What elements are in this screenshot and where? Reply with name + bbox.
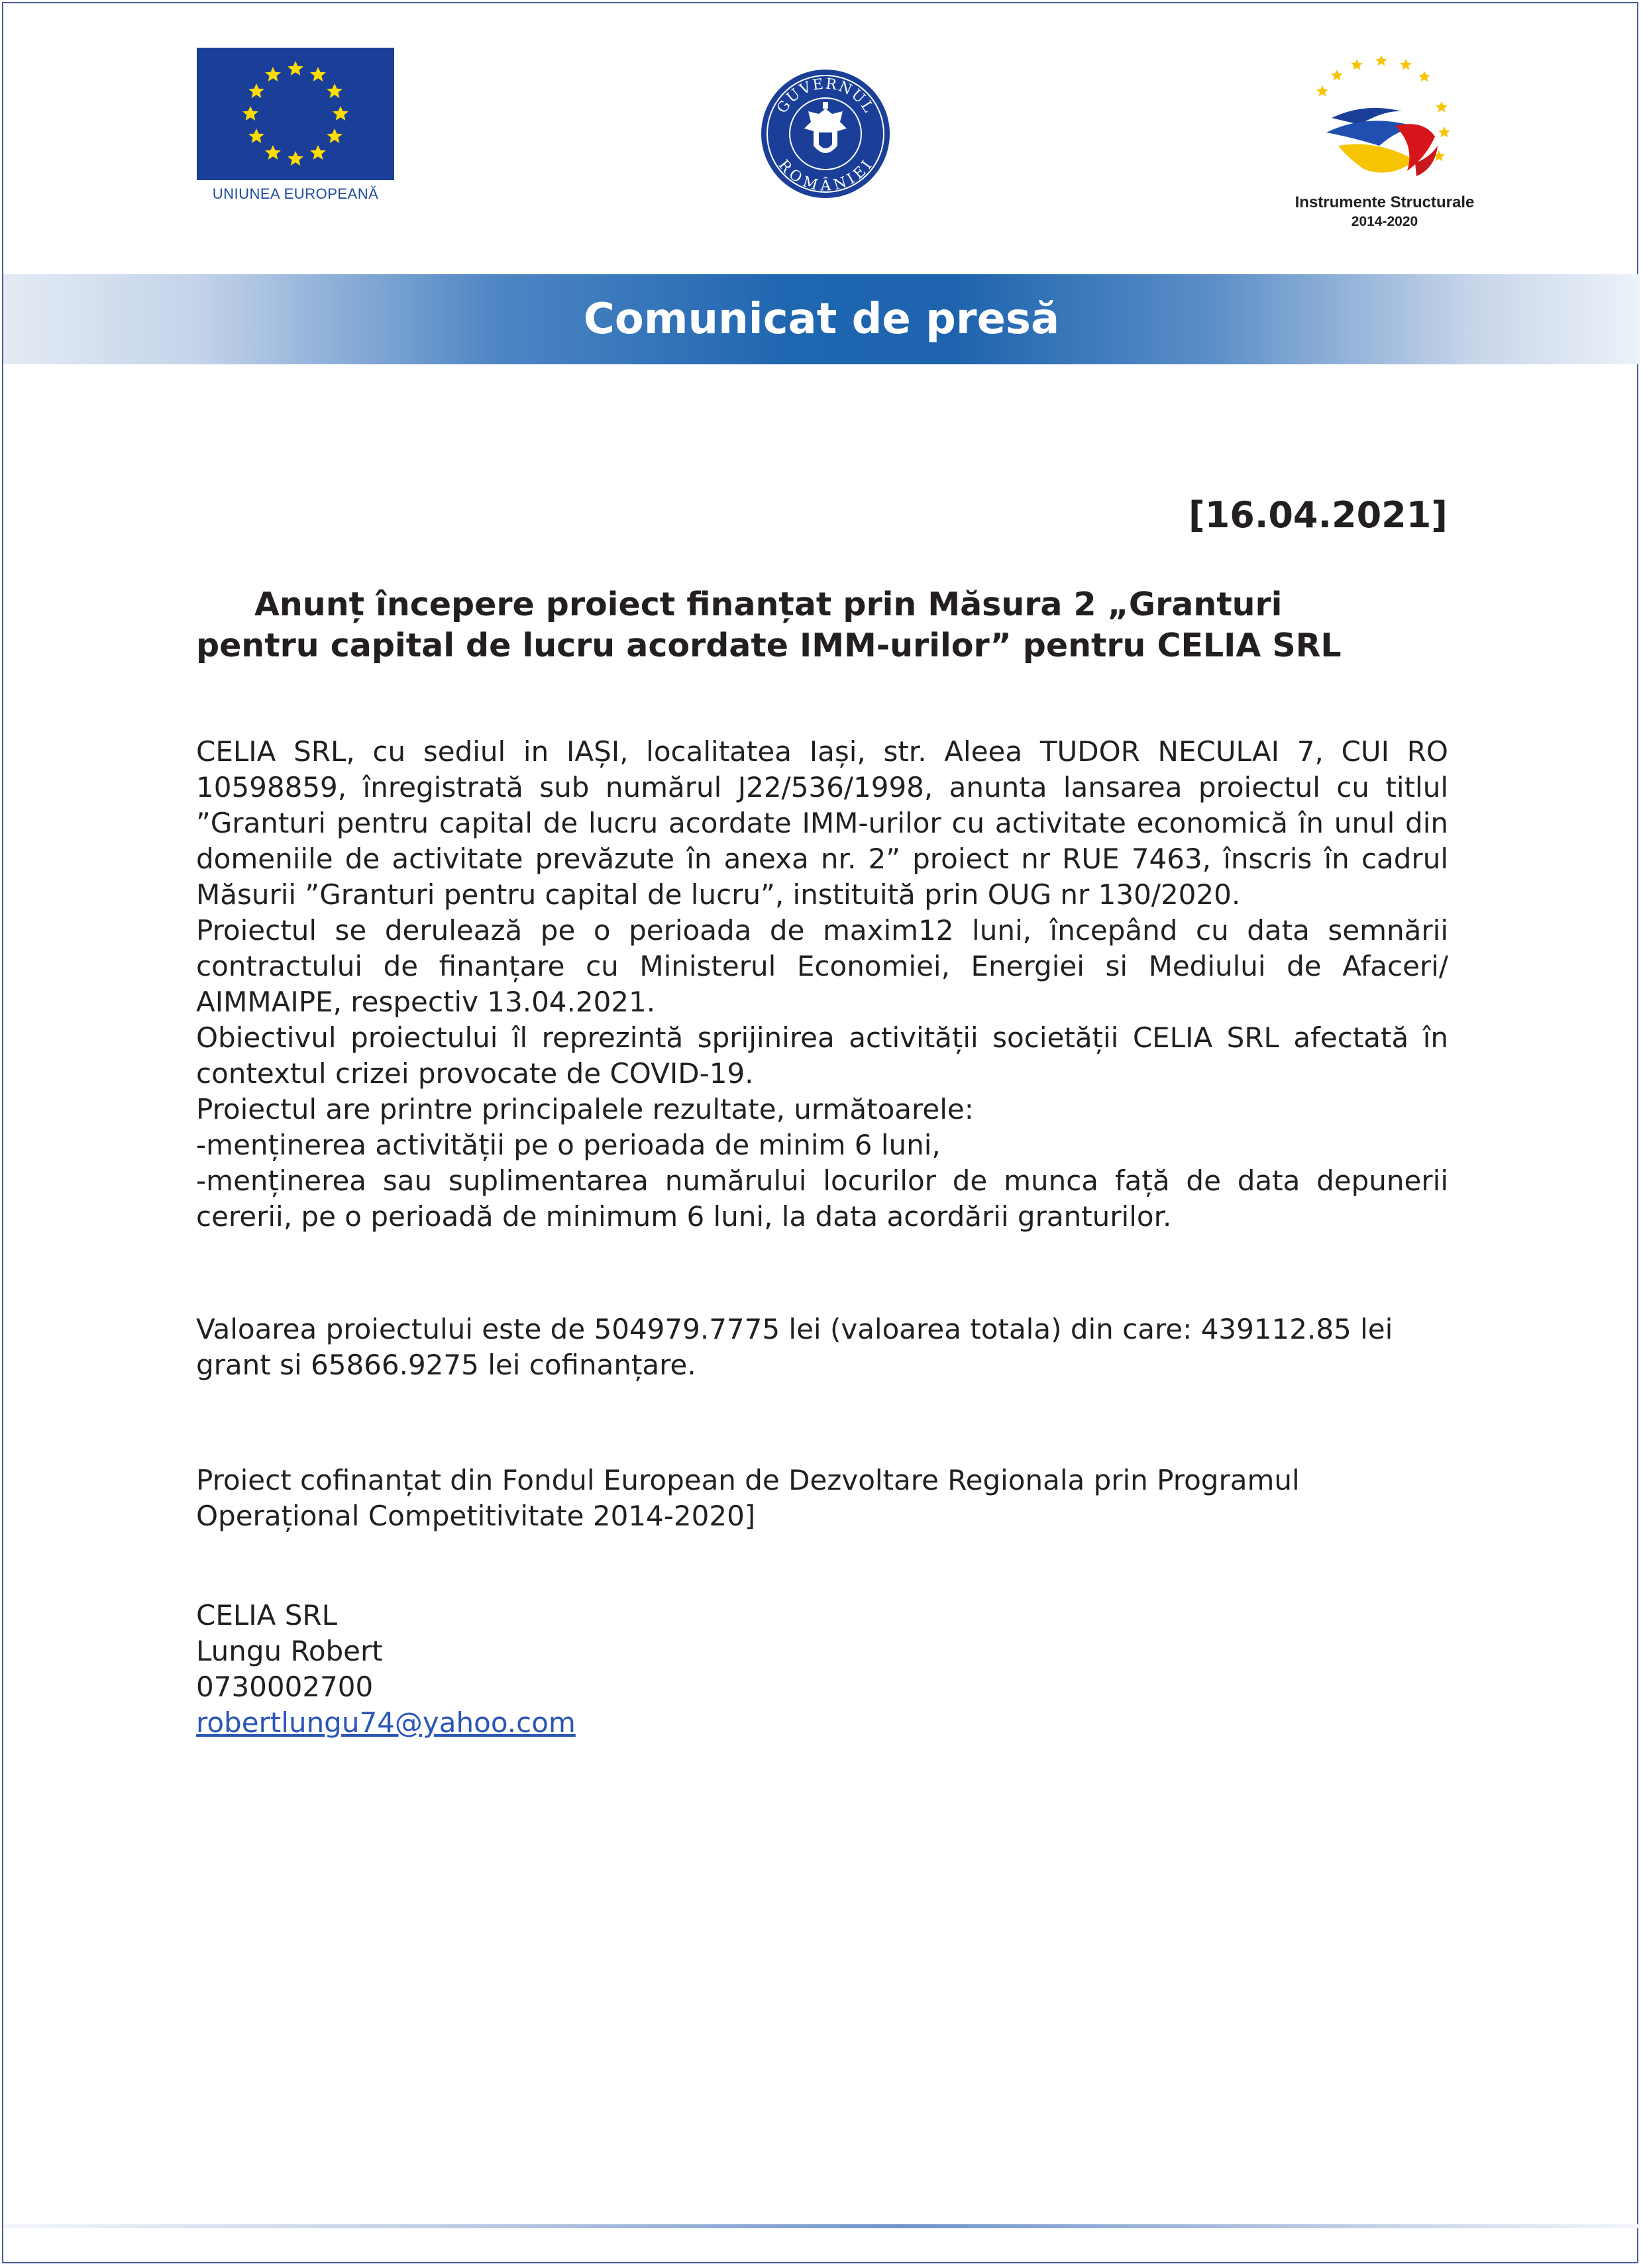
eu-caption: UNIUNEA EUROPEANĂ [212,185,379,202]
cofinancing-text: Proiect cofinanțat din Fondul European de Dezvoltare Regionala prin Programul Operațional Competitivitate 2014-2020] [196,1464,1300,1532]
body-result-item-2: -menținerea sau suplimentarea numărului locurilor de munca față de data depunerii cererii, pe o perioadă de minimum 6 luni, la data acordării granturilor. [196,1164,1448,1233]
body-paragraph-duration: Proiectul se derulează pe o perioada de maxim12 luni, începând cu data semnării contractului de finanțare cu Ministerul Economiei, Energiei si Mediului de Afaceri/ AIMMAIPE, respectiv 13.04.2021. [196,914,1448,1018]
gov-seal-text-top: GUVERNUL [774,76,877,117]
headline-line-2: pentru capital de lucru acordate IMM-urilor” pentru CELIA SRL [196,627,1342,664]
project-value-text: Valoarea proiectului este de 504979.7775 lei (valoarea totala) din care: 439112.85 lei grant si 65866.9275 lei cofinanțare. [196,1313,1393,1381]
contact-person: Lungu Robert [196,1635,383,1667]
body-paragraph-company: CELIA SRL, cu sediul in IAȘI, localitatea Iași, str. Aleea TUDOR NECULAI 7, CUI RO 10598859, înregistrată sub numărul J22/536/1998, anunta lansarea proiectul cu titlul ”Granturi pentru capital de lucru acordate IMM-urilor cu activitate economică în unul din domeniile de activitate prevăzute în anexa nr. 2” proiect nr RUE 7463, înscris în cadrul Măsurii ”Granturi pentru capital de lucru”, instituită prin OUG nr 130/2020. [196,735,1448,911]
eu-flag-icon [197,48,394,180]
cofinancing-statement [196,1463,1448,1534]
romanian-government-seal-icon [759,68,892,200]
structural-instruments-caption: Instrumente Structurale [1295,193,1475,211]
contact-phone: 0730002700 [196,1671,374,1703]
body-result-item-1: -menținerea activității pe o perioada de minim 6 luni, [196,1129,941,1161]
structural-instruments-years: 2014-2020 [1351,214,1418,229]
release-date: [16.04.2021] [1189,494,1448,536]
headline-line-1: Anunț începere proiect finanțat prin Măsura 2 „Granturi [254,586,1283,623]
contact-company: CELIA SRL [196,1599,337,1631]
body-paragraph-results-intro: Proiectul are printre principalele rezultate, următoarele: [196,1093,974,1125]
eu-logo [197,48,394,207]
structural-instruments-logo-icon [1285,46,1484,192]
gov-seal-text-bottom: ROMÂNIEI [774,156,876,195]
press-release-banner [3,274,1640,364]
body-paragraph-objective: Obiectivul proiectului îl reprezintă sprijinirea activității societății CELIA SRL afectată în contextul crizei provocate de COVID-19. [196,1021,1448,1090]
banner-title: Comunicat de presă [583,295,1060,344]
project-value [196,1312,1448,1383]
body-text [196,734,1448,1235]
contact-email-link[interactable]: robertlungu74@yahoo.com [196,1706,576,1739]
headline [196,584,1468,666]
structural-instruments-logo [1285,46,1484,238]
footer-divider [3,2224,1640,2228]
contact-block [196,1598,859,1741]
